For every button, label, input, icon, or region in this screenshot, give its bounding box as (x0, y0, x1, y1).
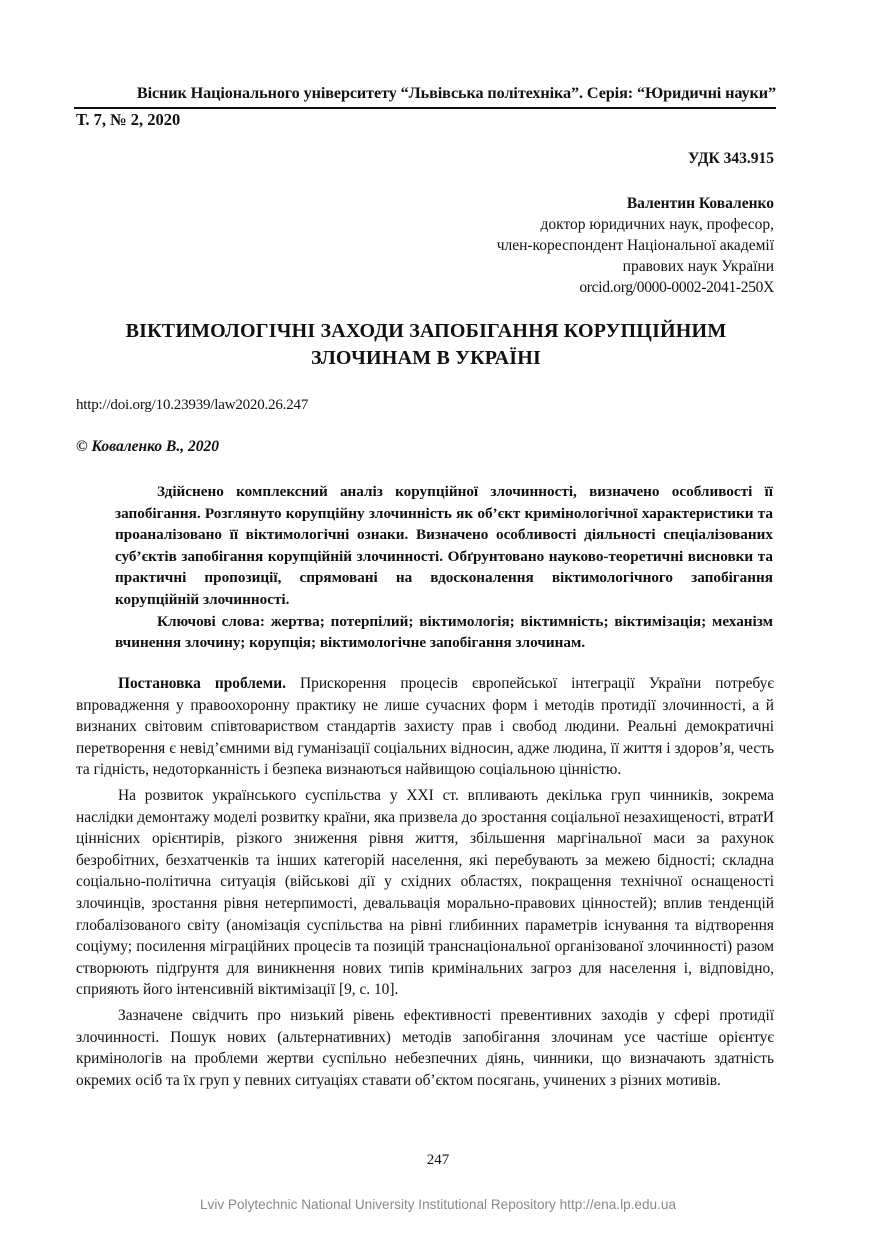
title-line-2: ЗЛОЧИНАМ В УКРАЇНІ (310, 347, 542, 369)
paragraph-text: Прискорення процесів європейської інтеграції України потребує впровадження у правоохоронну практику не лише сучасних форм і методів протидії злочинності, а й визнаних світовим співтовариством стандартів захисту прав і свобод людини. Реальні демократичні перетворення є невід’ємними від гуманізації соціальних відносин, адже людина, її життя і здоров’я, честь та гідність, недоторканність і безпека визнаються найвищою соціальною цінністю. (76, 675, 774, 779)
header-divider (74, 107, 776, 109)
body-paragraph-3: Зазначене свідчить про низький рівень ефективності превентивних заходів у сфері протидії злочинності. Пошук нових (альтернативних) методів запобігання злочинам усе частіше орієнтує кримінологів на проблеми жертви суспільно небезпечних діянь, чинники, що визначають здатність окремих осіб та їх груп у певних ситуаціях ставати об’єктом посягань, учинених з різних мотивів. (76, 1006, 774, 1089)
title-line-1: ВІКТИМОЛОГІЧНІ ЗАХОДИ ЗАПОБІГАННЯ КОРУПЦІЙНИМ (125, 320, 727, 342)
page-number: 247 (426, 1152, 450, 1168)
abstract (115, 481, 773, 654)
body-paragraph-2: На розвиток українського суспільства у XXI ст. впливають декілька груп чинників, зокрема наслідки демонтажу моделі розвитку країни, яка призвела до зростання соціальної незахищеності, втратИ ціннісних орієнтирів, різкого зниження рівня життя, збільшення маргінальної маси за рахунок безробітних, безхатченків та інших категорій населення, які перебувають за межею бідності; складна соціально-політична ситуація (військові дії у східних областях, покращення технічної оснащеності злочинців, зростання рівня нетерпимості, девальвація морально-правових цінностей); вплив тенденцій глобалізованого світу (аномізація суспільства на рівні глибинних параметрів існування та відтворення соціуму; посилення міграційних процесів та позицій транснаціональної організованої злочинності) разом створюють підґрунтя для виникнення нових типів кримінальних загроз для населення і, відповідно, сприяють його інтенсивній віктимізації [9, с. 10]. (76, 786, 774, 999)
article-title (76, 318, 776, 372)
keywords: Ключові слова: жертва; потерпілий; віктимологія; віктимність; віктимізація; механізм вчинення злочину; корупція; віктимологічне запобігання злочинам. (115, 612, 773, 652)
volume-issue: Т. 7, № 2, 2020 (76, 110, 181, 129)
body-paragraph-1 (76, 673, 774, 781)
article-body (76, 673, 774, 1095)
abstract-text: Здійснено комплексний аналіз корупційної злочинності, визначено особливості її запобігання. Розглянуто корупційну злочинність як об’єкт кримінологічної характеристики та проаналізовано її віктимологічні ознаки. Визначено особливості діяльності спеціалізованих суб’єктів запобігання корупційній злочинності. Обґрунтовано науково-теоретичні висновки та практичні пропозиції, спрямовані на вдосконалення віктимологічного запобігання корупційній злочинності. (115, 483, 773, 608)
repository-footer: Lviv Polytechnic National University Institutional Repository http://ena.lp.edu.ua (199, 1197, 677, 1212)
author-degree: доктор юридичних наук, професор, (540, 216, 774, 233)
udc-code: УДК 343.915 (688, 150, 774, 167)
author-affiliation: член-кореспондент Національної академії (496, 237, 774, 254)
orcid-link[interactable]: orcid.org/0000-0002-2041-250X (579, 279, 774, 296)
doi-link[interactable]: http://doi.org/10.23939/law2020.26.247 (76, 397, 309, 413)
section-heading: Постановка проблеми. (118, 675, 286, 692)
author-block (497, 193, 774, 298)
journal-header: Вісник Національного університету “Львівська політехніка”. Серія: “Юридичні науки” (136, 84, 776, 102)
copyright-notice: © Коваленко В., 2020 (76, 438, 219, 455)
author-name: Валентин Коваленко (626, 195, 774, 212)
author-affiliation-cont: правових наук України (622, 258, 774, 275)
